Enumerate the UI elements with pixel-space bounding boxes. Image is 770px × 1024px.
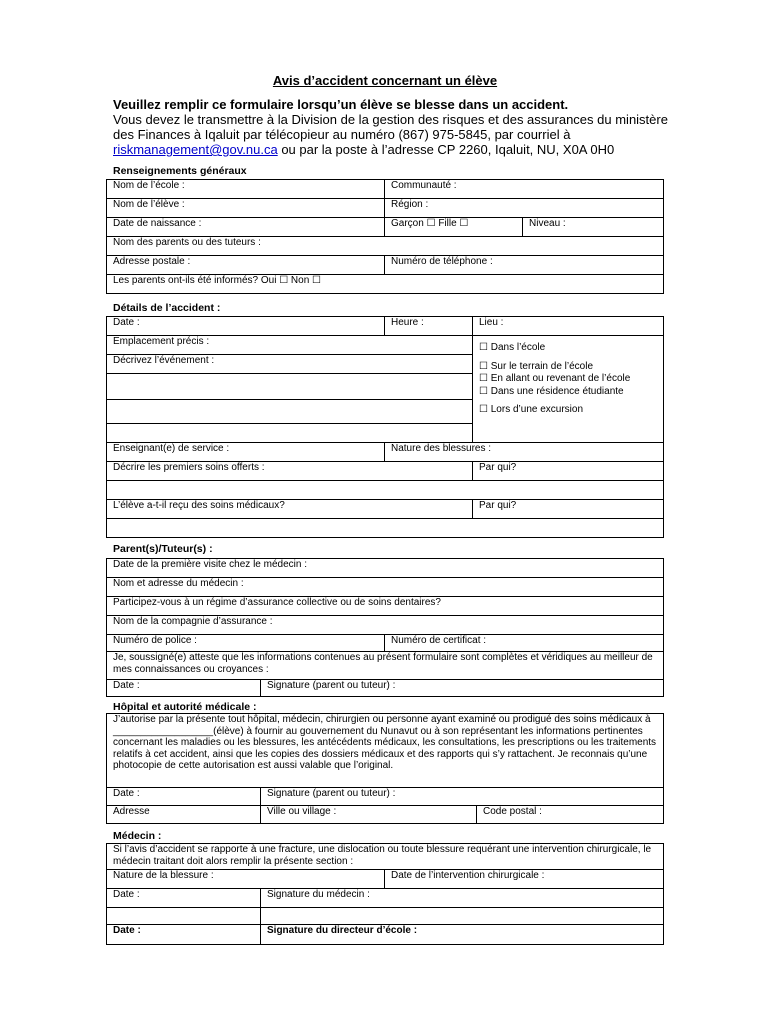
parent-date-field[interactable]: Date : bbox=[107, 680, 261, 697]
describe-field[interactable]: Décrivez l’événement : bbox=[107, 355, 473, 374]
accident-time-field[interactable]: Heure : bbox=[385, 317, 473, 336]
grade-field[interactable]: Niveau : bbox=[523, 218, 664, 237]
hospital-table bbox=[106, 713, 664, 824]
phone-field[interactable]: Numéro de téléphone : bbox=[385, 256, 664, 275]
insurance-plan-field[interactable]: Participez-vous à un régime d’assurance collective ou de soins dentaires? bbox=[107, 597, 664, 616]
describe-line-1[interactable] bbox=[107, 374, 473, 400]
hospital-date-field[interactable]: Date : bbox=[107, 788, 261, 806]
accident-heading: Détails de l’accident : bbox=[113, 302, 221, 314]
birthdate-field[interactable]: Date de naissance : bbox=[107, 218, 385, 237]
parent-heading: Parent(s)/Tuteur(s) : bbox=[113, 543, 213, 555]
doctor-note: Si l’avis d’accident se rapporte à une fracture, une dislocation ou toute blessure requérant une intervention chirurgicale, le médecin traitant doit alors remplir la présente section : bbox=[107, 844, 664, 870]
loc-school-checkbox[interactable]: ☐ Dans l’école bbox=[479, 342, 546, 353]
loc-transit-checkbox[interactable]: ☐ En allant ou revenant de l’école bbox=[479, 373, 631, 384]
email-link[interactable]: riskmanagement@gov.nu.ca bbox=[113, 142, 278, 157]
describe-line-2[interactable] bbox=[107, 400, 473, 424]
accident-date-field[interactable]: Date : bbox=[107, 317, 385, 336]
teacher-field[interactable]: Enseignant(e) de service : bbox=[107, 443, 385, 462]
principal-signature-field[interactable]: Signature du directeur d’école : bbox=[261, 925, 664, 945]
doctor-name-field[interactable]: Nom et adresse du médecin : bbox=[107, 578, 664, 597]
general-table bbox=[106, 179, 664, 294]
student-field[interactable]: Nom de l’élève : bbox=[107, 199, 385, 218]
region-field[interactable]: Région : bbox=[385, 199, 664, 218]
policy-field[interactable]: Numéro de police : bbox=[107, 635, 385, 652]
doctor-spacer-right bbox=[261, 908, 664, 925]
doctor-date-field[interactable]: Date : bbox=[107, 889, 261, 908]
insurer-field[interactable]: Nom de la compagnie d’assurance : bbox=[107, 616, 664, 635]
doctor-heading: Médecin : bbox=[113, 830, 162, 842]
loc-residence-checkbox[interactable]: ☐ Dans une résidence étudiante bbox=[479, 385, 624, 397]
medical-by-field[interactable]: Par qui? bbox=[473, 500, 664, 519]
parents-informed-field[interactable]: Les parents ont-ils été informés? Oui ☐ Non ☐ bbox=[107, 275, 664, 294]
intro-paragraph bbox=[113, 97, 673, 157]
postal-code-field[interactable]: Code postal : bbox=[477, 806, 664, 824]
location-label: Lieu : bbox=[473, 317, 664, 336]
first-visit-field[interactable]: Date de la première visite chez le médecin : bbox=[107, 559, 664, 578]
injuries-field[interactable]: Nature des blessures : bbox=[385, 443, 664, 462]
exact-place-field[interactable]: Emplacement précis : bbox=[107, 336, 473, 355]
address-field[interactable]: Adresse postale : bbox=[107, 256, 385, 275]
intro-text: Vous devez le transmettre à la Division de la gestion des risques et des assurances du ministère des Finances à Iqaluit par télécopieur au numéro (867) 975-5845, par courriel à bbox=[113, 112, 668, 142]
doctor-spacer-left bbox=[107, 908, 261, 925]
city-field[interactable]: Ville ou village : bbox=[261, 806, 477, 824]
attestation-text: Je, soussigné(e) atteste que les informations contenues au présent formulaire sont complètes et véridiques au meilleur de mes connaissances ou croyances : bbox=[107, 652, 664, 680]
doctor-signature-field[interactable]: Signature du médecin : bbox=[261, 889, 664, 908]
school-field[interactable]: Nom de l’école : bbox=[107, 180, 385, 199]
accident-table bbox=[106, 316, 664, 538]
parent-signature-field[interactable]: Signature (parent ou tuteur) : bbox=[261, 680, 664, 697]
authorization-text: J’autorise par la présente tout hôpital, médecin, chirurgien ou personne ayant examiné ou prodigué des soins médicaux à __________________(élève) à fournir au gouvernement du Nunavut ou à son représentant les informations pertinentes concernant les maladies ou les blessures, les antécédents médicaux, les consultations, les prescriptions ou les traitements relatifs à cet accident, ainsi que les copies des dossiers médicaux et des rapports qui s’y rattachent. Je reconnais qu’une photocopie de cette autorisation est aussi valable que l’original. bbox=[107, 714, 664, 788]
form-title: Avis d’accident concernant un élève bbox=[272, 73, 498, 88]
parents-field[interactable]: Nom des parents ou des tuteurs : bbox=[107, 237, 664, 256]
injury-nature-field[interactable]: Nature de la blessure : bbox=[107, 870, 385, 889]
location-options bbox=[473, 336, 664, 443]
surgery-date-field[interactable]: Date de l’intervention chirurgicale : bbox=[385, 870, 664, 889]
certificate-field[interactable]: Numéro de certificat : bbox=[385, 635, 664, 652]
first-aid-field[interactable]: Décrire les premiers soins offerts : bbox=[107, 462, 473, 481]
principal-date-field[interactable]: Date : bbox=[107, 925, 261, 945]
hospital-address-field[interactable]: Adresse bbox=[107, 806, 261, 824]
hospital-heading: Hôpital et autorité médicale : bbox=[113, 701, 257, 713]
first-aid-by-field[interactable]: Par qui? bbox=[473, 462, 664, 481]
intro-lead: Veuillez remplir ce formulaire lorsqu’un élève se blesse dans un accident. bbox=[113, 97, 569, 112]
hospital-signature-field[interactable]: Signature (parent ou tuteur) : bbox=[261, 788, 664, 806]
community-field[interactable]: Communauté : bbox=[385, 180, 664, 199]
loc-excursion-checkbox[interactable]: ☐ Lors d’une excursion bbox=[479, 404, 584, 415]
intro-text-end: ou par la poste à l’adresse CP 2260, Iqaluit, NU, X0A 0H0 bbox=[277, 142, 615, 157]
first-aid-line[interactable] bbox=[107, 481, 664, 500]
parent-table bbox=[106, 558, 664, 697]
describe-line-3[interactable] bbox=[107, 424, 473, 443]
gender-checkboxes[interactable]: Garçon ☐ Fille ☐ bbox=[385, 218, 523, 237]
general-heading: Renseignements généraux bbox=[113, 165, 247, 177]
loc-grounds-checkbox[interactable]: ☐ Sur le terrain de l’école bbox=[479, 360, 594, 372]
doctor-table bbox=[106, 843, 664, 945]
medical-care-field[interactable]: L’élève a-t-il reçu des soins médicaux? bbox=[107, 500, 473, 519]
medical-line[interactable] bbox=[107, 519, 664, 538]
